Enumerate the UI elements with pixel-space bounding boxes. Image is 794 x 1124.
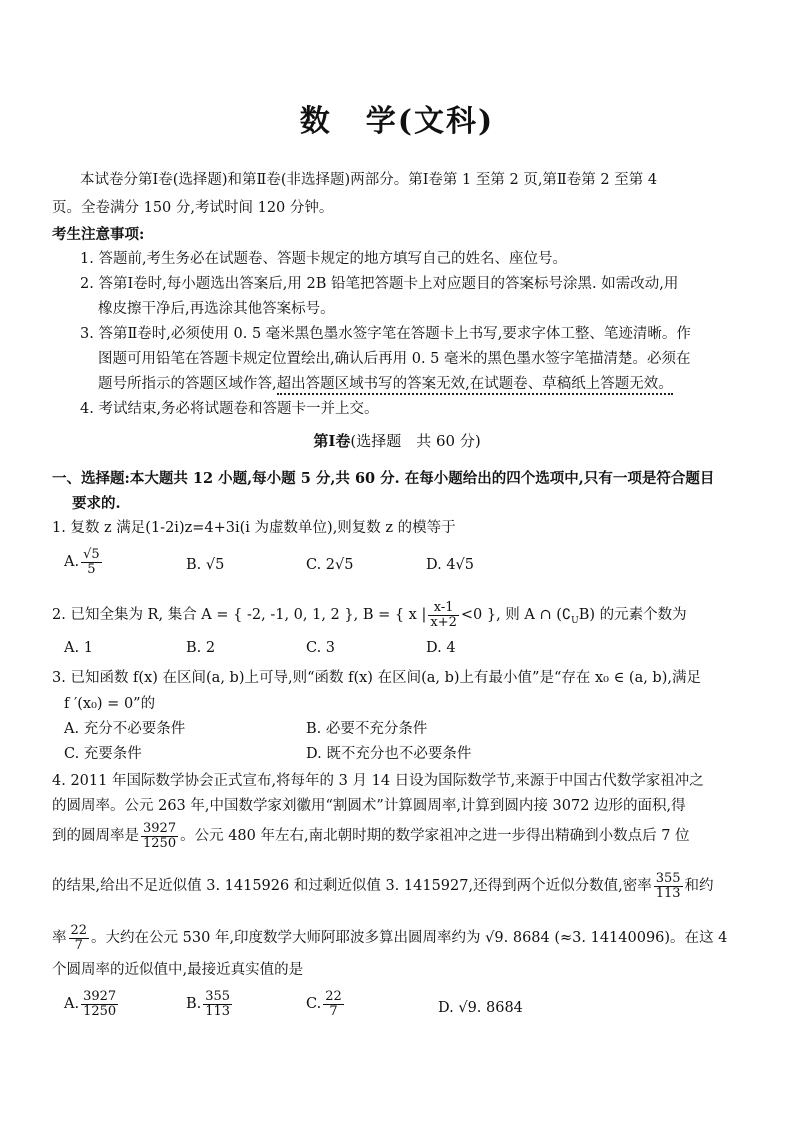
fraction-denominator: 113: [655, 885, 681, 901]
section-heading: [0, 430, 794, 451]
question-2-option-a: A. 1: [64, 640, 93, 656]
fraction-numerator: x-1: [428, 601, 459, 616]
option-label: A.: [64, 996, 80, 1013]
option-label: B.: [186, 996, 202, 1013]
fraction-numerator: 3927: [143, 821, 177, 836]
question-2-option-c: C. 3: [306, 640, 336, 656]
fraction: [203, 990, 232, 1018]
text: 。公元 480 年左右,南北朝时期的数学家祖冲之进一步得出精确到小数点后 7 位: [180, 828, 690, 845]
notice-item-3-emphasis: 超出答题区域书写的答案无效,在试题卷、草稿纸上答题无效。: [277, 376, 673, 395]
section-instruction-line-2: 要求的.: [72, 495, 121, 512]
question-2-stem: [52, 601, 687, 634]
question-4-option-d: D. √9. 8684: [438, 1000, 523, 1016]
fraction: [69, 924, 90, 952]
fraction-denominator: 1250: [83, 1003, 117, 1019]
notice-item-3-line-2: 图题可用铅笔在答题卡规定位置绘出,确认后再用 0. 5 毫米的黑色墨水签字笔描清楚。必须在: [98, 351, 691, 367]
question-2-stem-part-2: <0 }, 则 A ∩ (∁: [460, 607, 572, 624]
notice-item-2-line-1: 2. 答第Ⅰ卷时,每小题选出答案后,用 2B 铅笔把答题卡上对应题目的答案标号涂黑. 如需改动,用: [80, 276, 679, 292]
notice-heading: 考生注意事项:: [52, 226, 145, 243]
question-1-option-c: C. 2√5: [306, 557, 354, 573]
question-1-option-a: [64, 548, 104, 576]
question-3-option-d: D. 既不充分也不必要条件: [306, 746, 472, 762]
question-4-line-5: [52, 924, 727, 952]
option-label: A.: [64, 554, 80, 571]
fraction-denominator: 1250: [143, 835, 177, 851]
text: 率: [52, 930, 67, 947]
question-2-option-d: D. 4: [426, 640, 456, 656]
fraction-denominator: 7: [329, 1003, 338, 1019]
text: 和约: [684, 878, 714, 895]
fraction: [81, 990, 118, 1018]
question-3-option-c: C. 充要条件: [64, 746, 142, 762]
notice-item-3-text: 题号所指示的答题区域作答,: [98, 376, 277, 392]
question-1-option-b: B. √5: [186, 557, 225, 573]
question-3-option-b: B. 必要不充分条件: [306, 721, 428, 737]
question-3-option-a: A. 充分不必要条件: [64, 721, 186, 737]
fraction: [323, 990, 344, 1018]
subscript: U: [571, 616, 579, 627]
question-2-stem-part-1: 2. 已知全集为 R, 集合 A = { -2, -1, 0, 1, 2 }, B = { x |: [52, 607, 427, 624]
option-label: C.: [306, 996, 322, 1013]
question-4-option-a: [64, 990, 120, 1018]
fraction-denominator: 113: [205, 1003, 231, 1019]
text: 。大约在公元 530 年,印度数学大师阿耶波多算出圆周率约为 √9. 8684 (≈3. 14140096)。在这 4: [91, 930, 728, 947]
fraction: [428, 601, 459, 629]
notice-item-3-line-3: [98, 372, 673, 397]
fraction-denominator: 7: [74, 937, 83, 953]
question-3-stem-line-1: 3. 已知函数 f(x) 在区间(a, b)上可导,则“函数 f(x) 在区间(a, b)上有最小值”是“存在 x₀ ∈ (a, b),满足: [52, 670, 701, 686]
question-4-line-4: [52, 872, 714, 900]
question-4-line-1: 4. 2011 年国际数学协会正式宣布,将每年的 3 月 14 日设为国际数学节,来源于中国古代数学家祖冲之: [52, 773, 704, 789]
question-1-stem: 1. 复数 z 满足(1-2i)z=4+3i(i 为虚数单位),则复数 z 的模等于: [52, 520, 456, 536]
question-4-line-2: 的圆周率。公元 263 年,中国数学家刘徽用“割圆术”计算圆周率,计算到圆内接 3072 边形的面积,得: [52, 798, 686, 814]
fraction-numerator: √5: [83, 547, 100, 562]
intro-line-1: 本试卷分第Ⅰ卷(选择题)和第Ⅱ卷(非选择题)两部分。第Ⅰ卷第 1 至第 2 页,第Ⅱ卷第 2 至第 4: [80, 172, 658, 188]
fraction-numerator: 355: [655, 871, 681, 886]
question-4-option-c: [306, 990, 346, 1018]
title-main: 数: [299, 104, 332, 139]
fraction-denominator: 5: [87, 561, 96, 577]
fraction-numerator: 22: [70, 923, 88, 938]
fraction-numerator: 3927: [83, 989, 117, 1004]
notice-item-3-line-1: 3. 答第Ⅱ卷时,必须使用 0. 5 毫米黑色墨水签字笔在答题卡上书写,要求字体工整、笔迹清晰。作: [80, 326, 691, 342]
fraction-numerator: 355: [205, 989, 231, 1004]
question-4-option-b: [186, 990, 234, 1018]
question-4-line-3: [52, 822, 690, 850]
section-instruction-line-1: 一、选择题:本大题共 12 小题,每小题 5 分,共 60 分. 在每小题给出的四个选项中,只有一项是符合题目: [52, 470, 715, 487]
notice-item-1: 1. 答题前,考生务必在试题卷、答题卡规定的地方填写自己的姓名、座位号。: [80, 251, 568, 267]
notice-item-2-line-2: 橡皮擦干净后,再选涂其他答案标号。: [98, 301, 335, 317]
text: 到的圆周率是: [52, 828, 139, 845]
section-subtitle: (选择题 共 60 分): [350, 432, 481, 450]
question-3-stem-line-2: f ′(x₀) = 0”的: [64, 696, 156, 712]
section-title: 第Ⅰ卷: [313, 432, 351, 450]
notice-item-4: 4. 考试结束,务必将试题卷和答题卡一并上交。: [80, 401, 379, 417]
text: 的结果,给出不足近似值 3. 1415926 和过剩近似值 3. 1415927,还得到两个近似分数值,密率: [52, 878, 652, 895]
question-2-stem-part-3: B) 的元素个数为: [578, 607, 687, 624]
fraction-numerator: 22: [325, 989, 342, 1004]
page-title: [0, 96, 794, 140]
fraction: [654, 872, 683, 900]
title-rest: 学(文科): [365, 104, 495, 139]
fraction: [141, 822, 178, 850]
question-2-option-b: B. 2: [186, 640, 216, 656]
intro-line-2: 页。全卷满分 150 分,考试时间 120 分钟。: [52, 200, 334, 216]
fraction: [81, 548, 102, 576]
fraction-denominator: x+2: [430, 614, 457, 630]
question-1-option-d: D. 4√5: [426, 557, 475, 573]
question-4-line-6: 个圆周率的近似值中,最接近真实值的是: [52, 962, 304, 978]
